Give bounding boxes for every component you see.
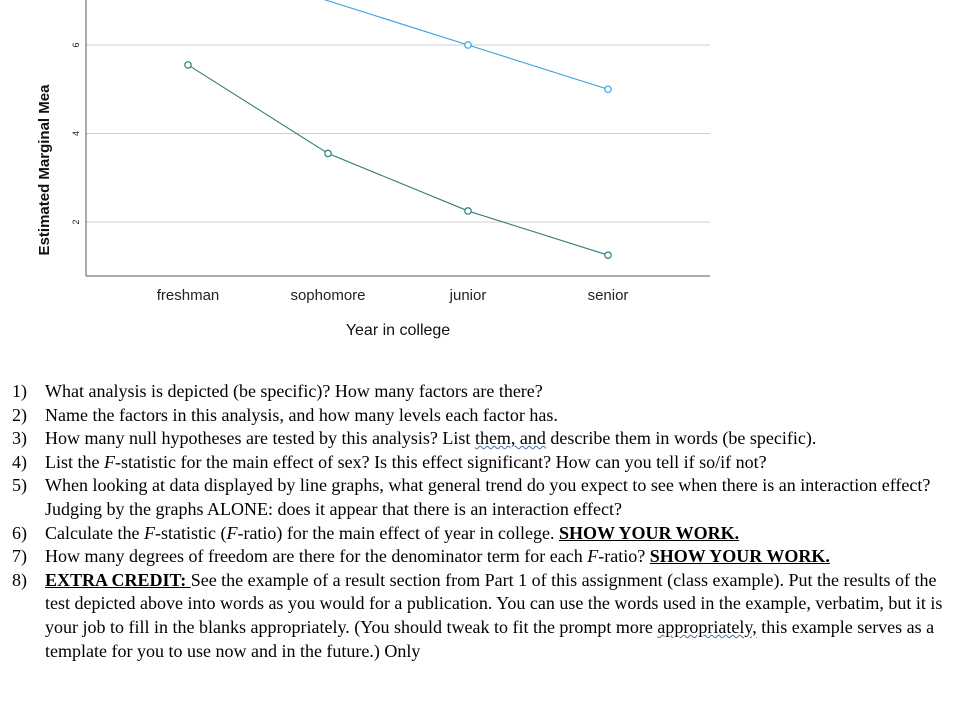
text-segment: -statistic for the main effect of sex? Is this effect significant? How can you tell if so/if not? xyxy=(115,451,767,472)
axes xyxy=(86,0,710,276)
text-segment: -ratio) for the main effect of year in college. xyxy=(237,522,559,543)
question-text xyxy=(45,427,962,451)
text-segment: How many degrees of freedom are there for the denominator term for each xyxy=(45,546,588,567)
data-point-marker xyxy=(465,208,471,214)
text-segment: this example serves as a template for you to use now and in the future.) Only xyxy=(45,616,935,661)
text-segment: How many null hypotheses are tested by this analysis? List xyxy=(45,428,475,449)
question-text: When looking at data displayed by line graphs, what general trend do you expect to see when there is an interaction effect? Judging by the graphs ALONE: does it appear that there is an interaction effect? xyxy=(45,475,931,519)
series-line xyxy=(188,65,608,255)
data-point-marker xyxy=(605,86,611,92)
text-segment: Calculate the xyxy=(45,522,144,543)
question-number: 6) xyxy=(12,522,27,543)
italic-f: F xyxy=(143,522,155,543)
text-segment: describe them in words (be specific). xyxy=(545,428,817,449)
x-tick-label: freshman xyxy=(156,287,220,304)
spellcheck-flagged-text: them, and xyxy=(474,428,546,449)
question-text: Name the factors in this analysis, and how many levels each factor has. xyxy=(45,404,558,425)
text-segment: -statistic ( xyxy=(154,522,227,543)
italic-f: F xyxy=(226,522,238,543)
question-4 xyxy=(12,451,962,475)
emphasis-text: SHOW YOUR WORK. xyxy=(558,522,740,543)
x-tick-label: sophomore xyxy=(290,287,366,304)
emphasis-text: SHOW YOUR WORK. xyxy=(649,546,830,567)
data-point-marker xyxy=(325,150,331,156)
y-tick-label: 2 xyxy=(71,219,81,225)
text-segment: -ratio? xyxy=(598,546,650,567)
text-segment: List the xyxy=(45,451,104,472)
y-axis-label: Estimated Marginal Mea xyxy=(36,84,53,256)
y-tick-label: 4 xyxy=(71,130,81,137)
x-tick-label: junior xyxy=(449,287,487,304)
series-layer xyxy=(185,0,611,258)
gridlines xyxy=(86,45,710,222)
x-tick-label: senior xyxy=(587,287,629,304)
question-text xyxy=(45,569,962,663)
italic-f: F xyxy=(104,451,115,472)
extra-credit-label: EXTRA CREDIT: xyxy=(45,569,191,590)
question-list xyxy=(12,380,962,663)
question-text: What analysis is depicted (be specific)? How many factors are there? xyxy=(45,381,543,401)
question-number: 2) xyxy=(12,404,27,425)
question-8 xyxy=(12,569,962,663)
question-6 xyxy=(12,522,962,546)
question-number: 7) xyxy=(12,546,27,567)
question-text xyxy=(45,545,962,569)
spellcheck-flagged-text: appropriately, xyxy=(657,616,757,637)
data-point-marker xyxy=(605,252,611,258)
x-axis-label: Year in college xyxy=(345,322,451,339)
question-5 xyxy=(12,474,962,521)
question-text xyxy=(45,451,962,475)
italic-f: F xyxy=(587,546,599,567)
question-3 xyxy=(12,427,962,451)
tick-labels xyxy=(71,42,628,304)
question-number: 5) xyxy=(12,475,27,496)
question-2 xyxy=(12,404,962,428)
question-number: 4) xyxy=(12,451,27,472)
text-segment: See the example of a result section from Part 1 of this assignment (class example). Put the results of the test depicted above into words as you would for a publication. You can use the words used in the example, verbatim, but it is your job to fill in the blanks appropriately. (You should tweak to fit the prompt more xyxy=(45,569,943,637)
question-number: 8) xyxy=(12,569,27,590)
question-1 xyxy=(12,380,962,404)
question-text xyxy=(45,522,962,546)
question-number: 1) xyxy=(12,381,27,401)
question-number: 3) xyxy=(12,428,27,449)
data-point-marker xyxy=(465,42,471,48)
question-7 xyxy=(12,545,962,569)
data-point-marker xyxy=(185,62,191,68)
y-tick-label: 6 xyxy=(71,42,81,48)
